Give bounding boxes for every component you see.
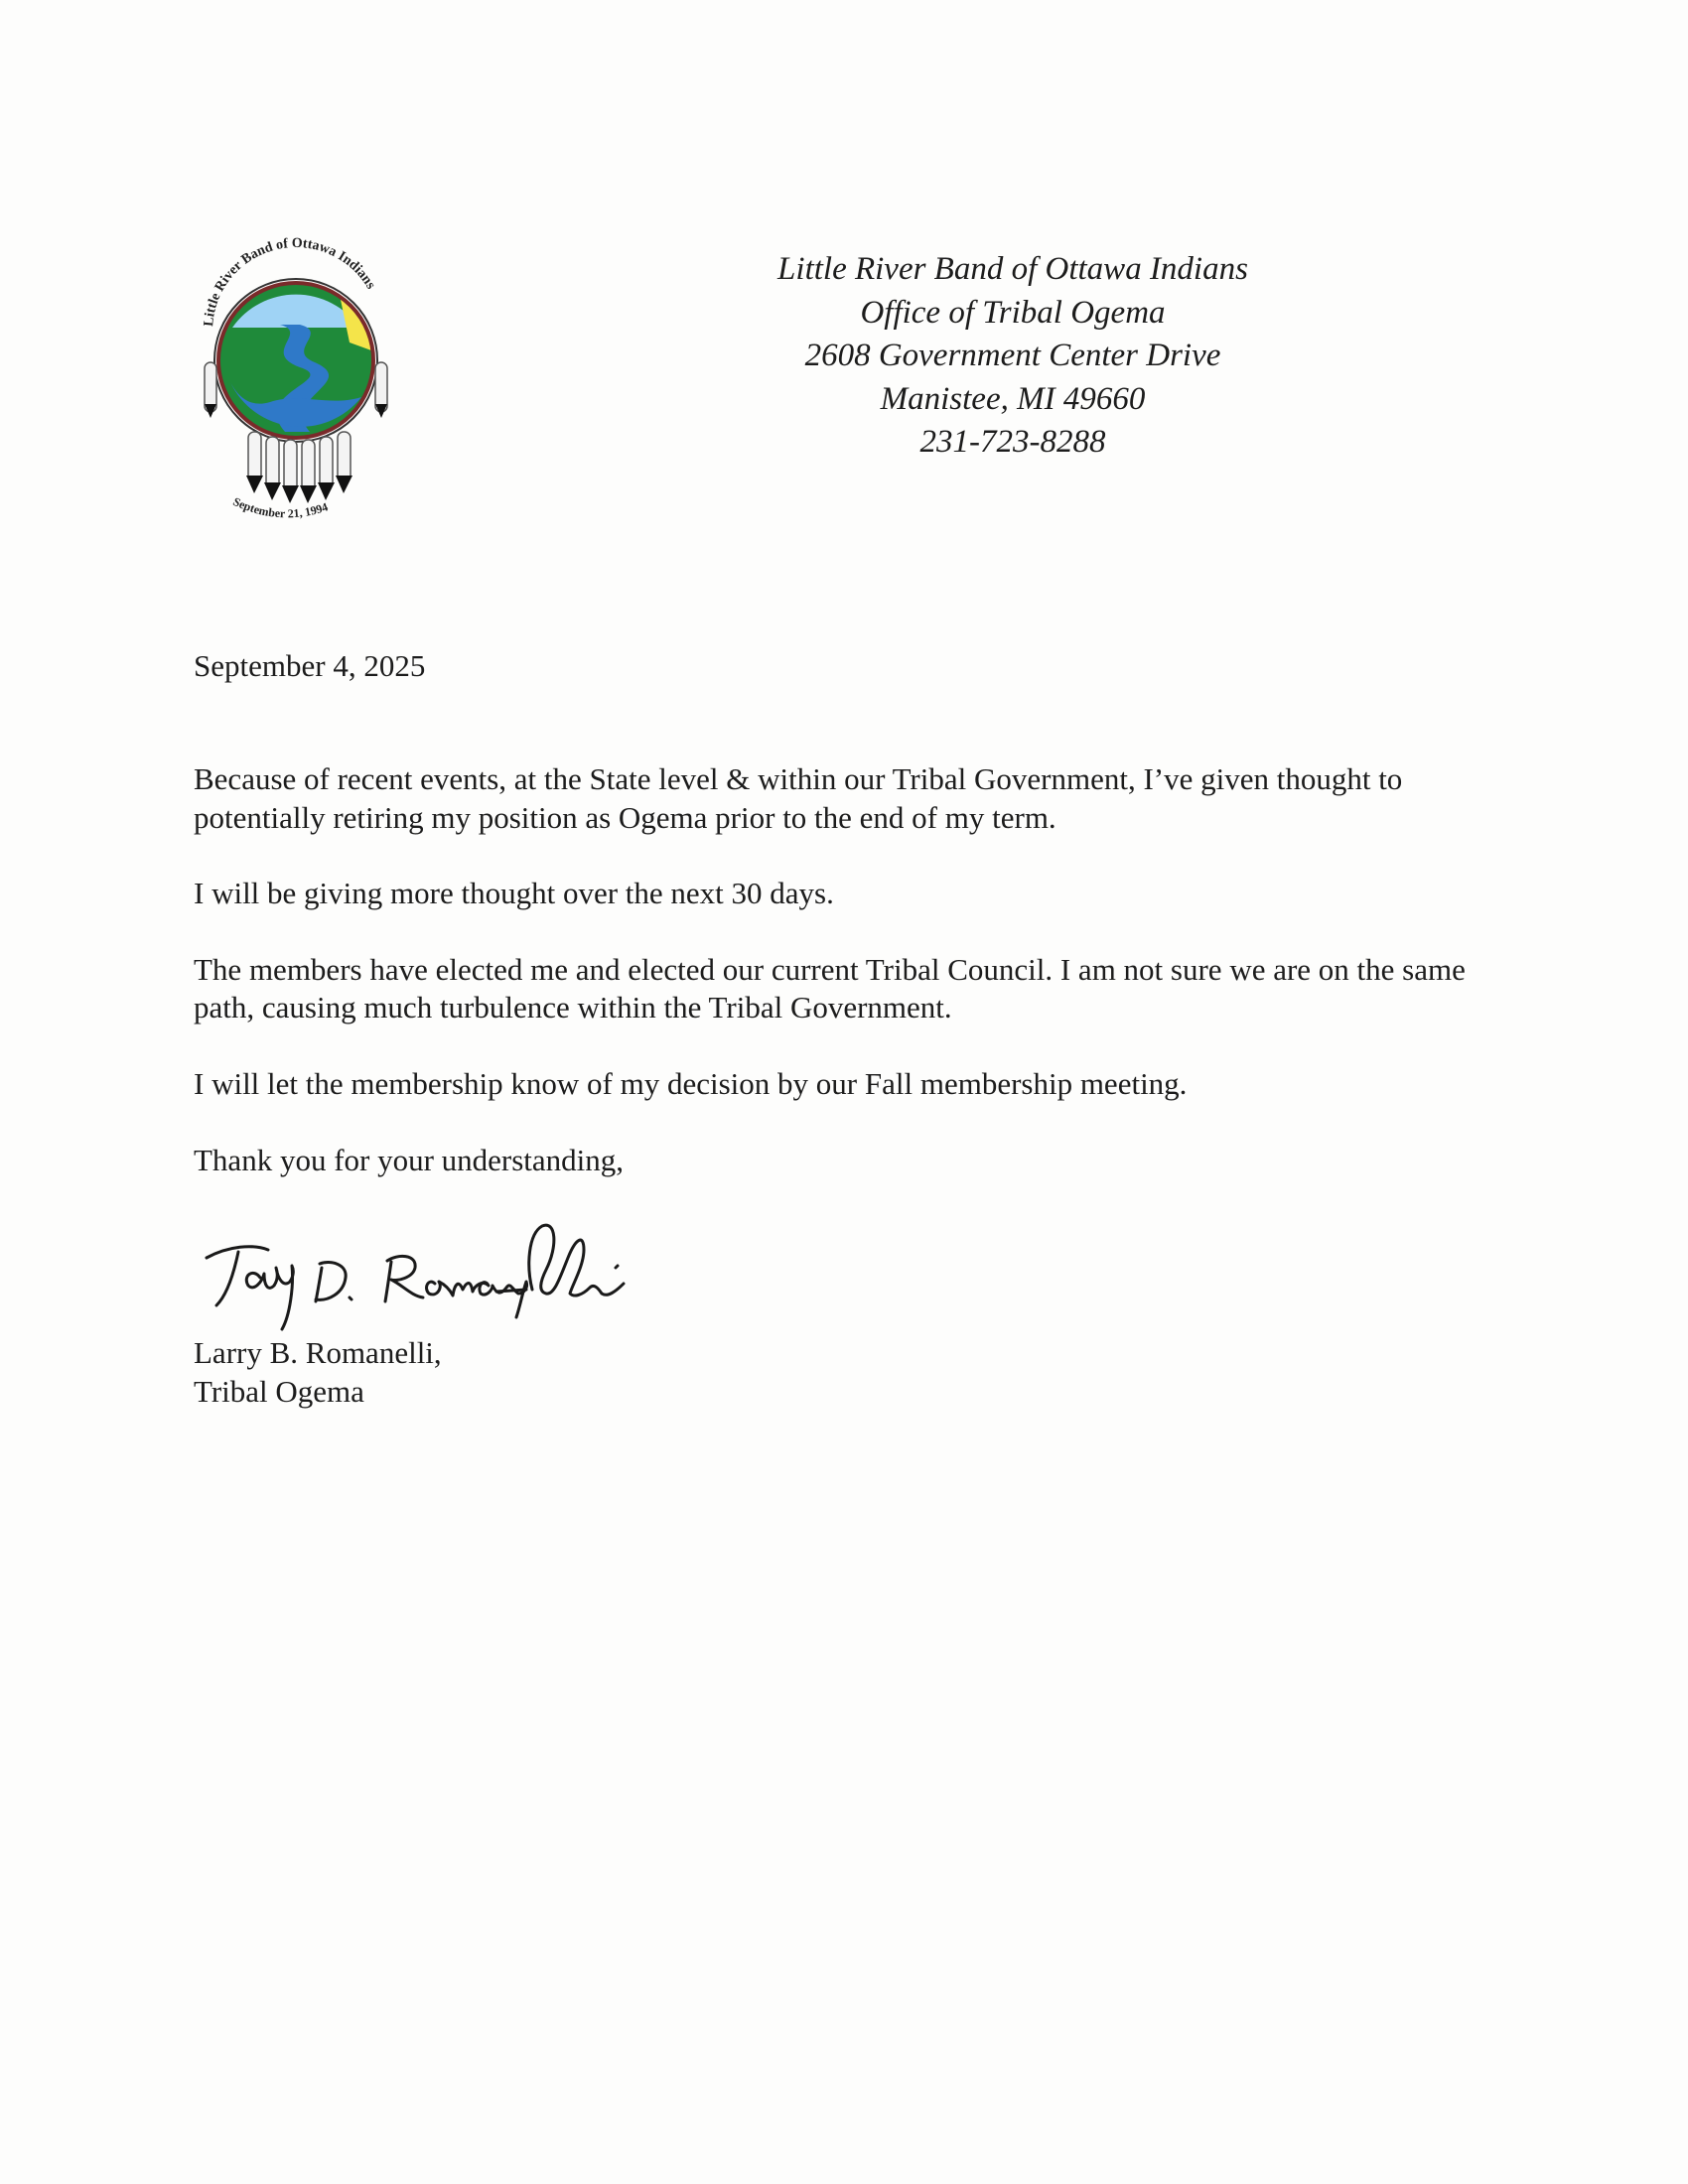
signer-block	[194, 1333, 442, 1411]
office-name: Office of Tribal Ogema	[860, 294, 1166, 331]
city-state-zip: Manistee, MI 49660	[880, 380, 1146, 417]
svg-text:Little River Band of Ottawa In: Little River Band of Ottawa Indians	[202, 235, 378, 328]
handwritten-signature	[199, 1206, 655, 1335]
street-address: 2608 Government Center Drive	[804, 338, 1221, 373]
paragraph: The members have elected me and elected our current Tribal Council. I am not sure we are on the same path, causing much turbulence within the Tribal Government.	[194, 951, 1466, 1024]
phone-number: 231-723-8288	[919, 424, 1106, 460]
paragraph: Because of recent events, at the State level & within our Tribal Government, I’ve given thought to potentially retiring my position as Ogema prior to the end of my term.	[194, 761, 1403, 835]
svg-text:September 21, 1994: September 21, 1994	[230, 493, 330, 521]
closing-line: Thank you for your understanding,	[194, 1143, 625, 1177]
letter-date: September 4, 2025	[194, 648, 426, 683]
tribal-seal-logo	[191, 233, 401, 541]
paragraph: I will let the membership know of my decision by our Fall membership meeting.	[194, 1065, 1188, 1101]
signer-title: Tribal Ogema	[194, 1374, 364, 1409]
organization-name: Little River Band of Ottawa Indians	[777, 251, 1248, 287]
paragraph: I will be giving more thought over the next 30 days.	[194, 876, 834, 910]
signer-name: Larry B. Romanelli,	[194, 1335, 442, 1370]
letterhead	[695, 248, 1331, 465]
letter-body	[194, 760, 1504, 1141]
